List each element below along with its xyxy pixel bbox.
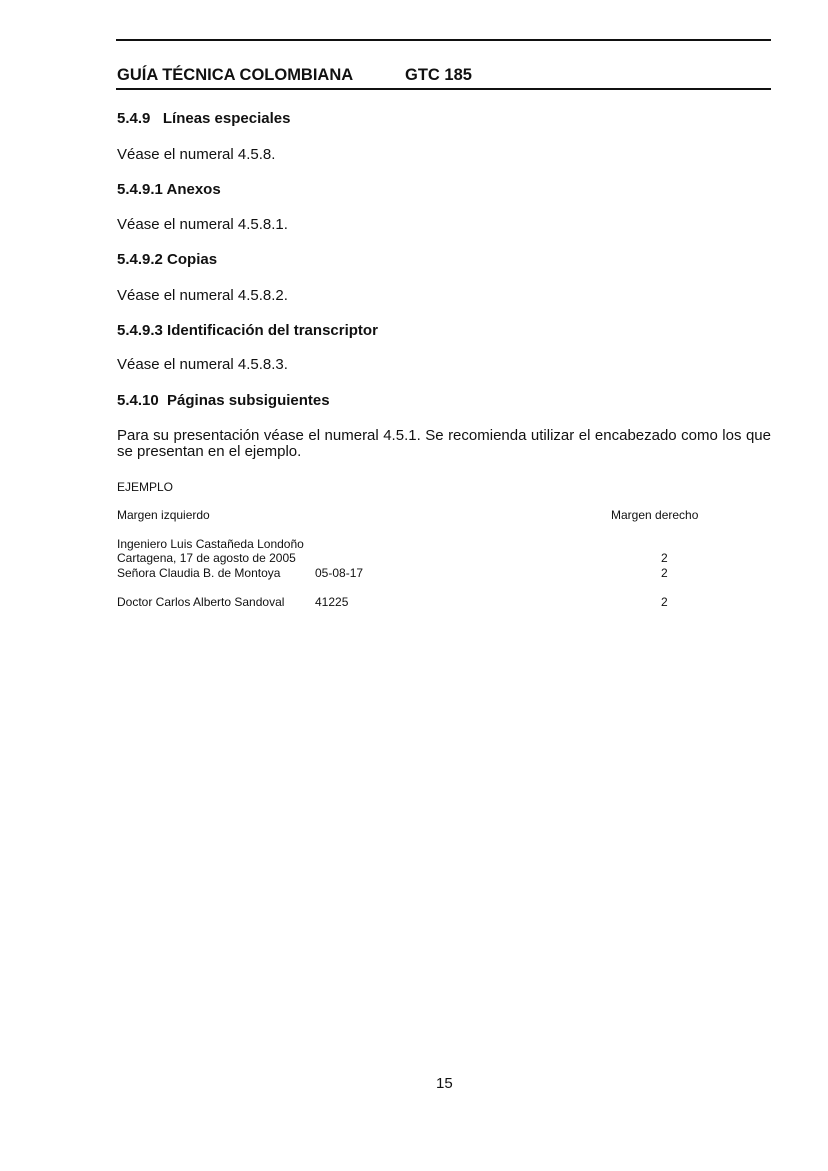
example-page: 2	[661, 566, 668, 580]
section-paragraph: Para su presentación véase el numeral 4.5.1. Se recomienda utilizar el encabezado como los que se presentan en el ejemplo.	[117, 427, 771, 460]
section-heading: 5.4.9 Líneas especiales	[117, 110, 291, 127]
section-heading: 5.4.10 Páginas subsiguientes	[117, 392, 330, 409]
right-margin-label: Margen derecho	[611, 508, 699, 522]
example-page: 2	[661, 595, 668, 609]
section-heading: 5.4.9.2 Copias	[117, 251, 218, 268]
section-body: Véase el numeral 4.5.8.3.	[117, 356, 288, 373]
example-name: Señora Claudia B. de Montoya	[117, 566, 281, 580]
section-body: Véase el numeral 4.5.8.2.	[117, 287, 288, 304]
section-body: Véase el numeral 4.5.8.	[117, 146, 276, 163]
example-name: Cartagena, 17 de agosto de 2005	[117, 551, 296, 565]
header-title: GUÍA TÉCNICA COLOMBIANA	[117, 66, 354, 84]
header-top-rule	[116, 39, 771, 41]
example-name: Doctor Carlos Alberto Sandoval	[117, 595, 285, 609]
example-ref: 41225	[315, 595, 349, 609]
example-ref: 05-08-17	[315, 566, 364, 580]
section-heading: 5.4.9.3 Identificación del transcriptor	[117, 322, 378, 339]
header-code: GTC 185	[405, 66, 472, 84]
example-label: EJEMPLO	[117, 480, 174, 494]
example-name: Ingeniero Luis Castañeda Londoño	[117, 537, 304, 551]
left-margin-label: Margen izquierdo	[117, 508, 210, 522]
header-bottom-rule	[116, 88, 771, 90]
section-heading: 5.4.9.1 Anexos	[117, 181, 221, 198]
section-body: Véase el numeral 4.5.8.1.	[117, 216, 288, 233]
page-number: 15	[436, 1075, 453, 1092]
example-page: 2	[661, 551, 668, 565]
